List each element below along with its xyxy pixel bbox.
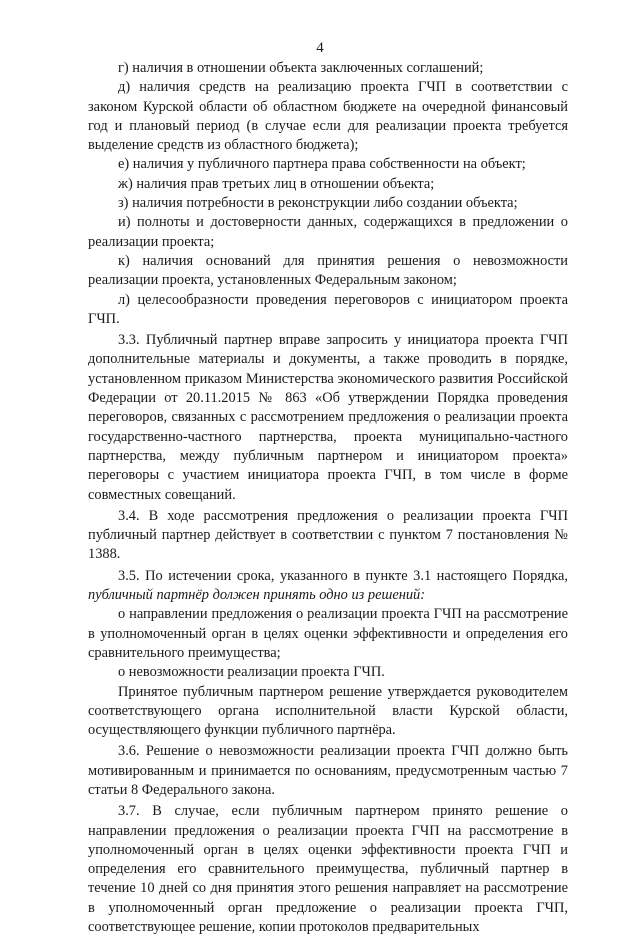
list-item-zh: ж) наличия прав третьих лиц в отношении объекта; xyxy=(118,175,435,192)
paragraph-3-5 xyxy=(88,567,568,606)
list-item-d: д) наличия средств на реализацию проекта ГЧП в соответствии с законом Курской области об областном бюджете на очередной финансовый год и плановый период (в случае если для реализации проекта требуется выделение средств из областного бюджета); xyxy=(88,79,568,154)
paragraph-3-4: 3.4. В ходе рассмотрения предложения о реализации проекта ГЧП публичный партнер действует в соответствии с пунктом 7 постановления № 1388. xyxy=(88,507,568,563)
paragraph-decision-approval: Принятое публичным партнером решение утверждается руководителем соответствующего органа исполнительной власти Курской области, осуществляющего функции публичного партнёра. xyxy=(88,683,568,739)
paragraph-3-6: 3.6. Решение о невозможности реализации проекта ГЧП должно быть мотивированным и принимается по основаниям, предусмотренным частью 7 статьи 8 Федерального закона. xyxy=(88,743,568,798)
list-item-g: г) наличия в отношении объекта заключенных соглашений; xyxy=(118,60,484,76)
list-item-z: з) наличия потребности в реконструкции либо создании объекта; xyxy=(118,195,518,212)
option-impossibility: о невозможности реализации проекта ГЧП. xyxy=(118,664,385,681)
paragraph-3-3: 3.3. Публичный партнер вправе запросить у инициатора проекта ГЧП дополнительные материалы и документы, а также проводить в порядке, установленном приказом Министерства экономического развития Российской Федерации от 20.11.2015 № 863 «Об утверждении Порядка проведения переговоров, связанных с рассмотрением предложения о реализации проекта государственно-частного партнерства, проекта муниципально-частного партнерства, между публичным партнером и инициатором проекта» переговоры с участием инициатора проекта ГЧП, в том числе в форме совместных совещаний. xyxy=(88,332,568,503)
list-item-k: к) наличия оснований для принятия решения о невозможности реализации проекта, установленных Федеральным законом; xyxy=(88,252,568,289)
list-item-e: е) наличия у публичного партнера права собственности на объект; xyxy=(118,156,526,173)
paragraph-3-7: 3.7. В случае, если публичным партнером принято решение о направлении предложения о реализации проекта ГЧП на рассмотрение в уполномоченный орган в целях оценки эффективности проекта ГЧП и определения его сравнительного преимущества, публичный партнер в течение 10 дней со дня принятия этого решения направляет на рассмотрение в уполномоченный орган предложение о реализации проекта ГЧП, соответствующее решение, копии протоколов предварительных xyxy=(88,803,568,936)
option-direct-proposal: о направлении предложения о реализации проекта ГЧП на рассмотрение в уполномоченный орган в целях оценки эффективности и определения его сравнительного преимущества; xyxy=(88,606,568,661)
list-item-i: и) полноты и достоверности данных, содержащихся в предложении о реализации проекта; xyxy=(88,214,568,250)
paragraph-3-5-italic: публичный партнёр должен принять одно из решений: xyxy=(88,587,426,604)
page-number: 4 xyxy=(316,40,324,56)
document-body xyxy=(88,59,568,937)
paragraph-3-5-text: 3.5. По истечении срока, указанного в пункте 3.1 настоящего Порядка, xyxy=(118,567,568,584)
list-item-l: л) целесообразности проведения переговоров с инициатором проекта ГЧП. xyxy=(88,291,568,327)
